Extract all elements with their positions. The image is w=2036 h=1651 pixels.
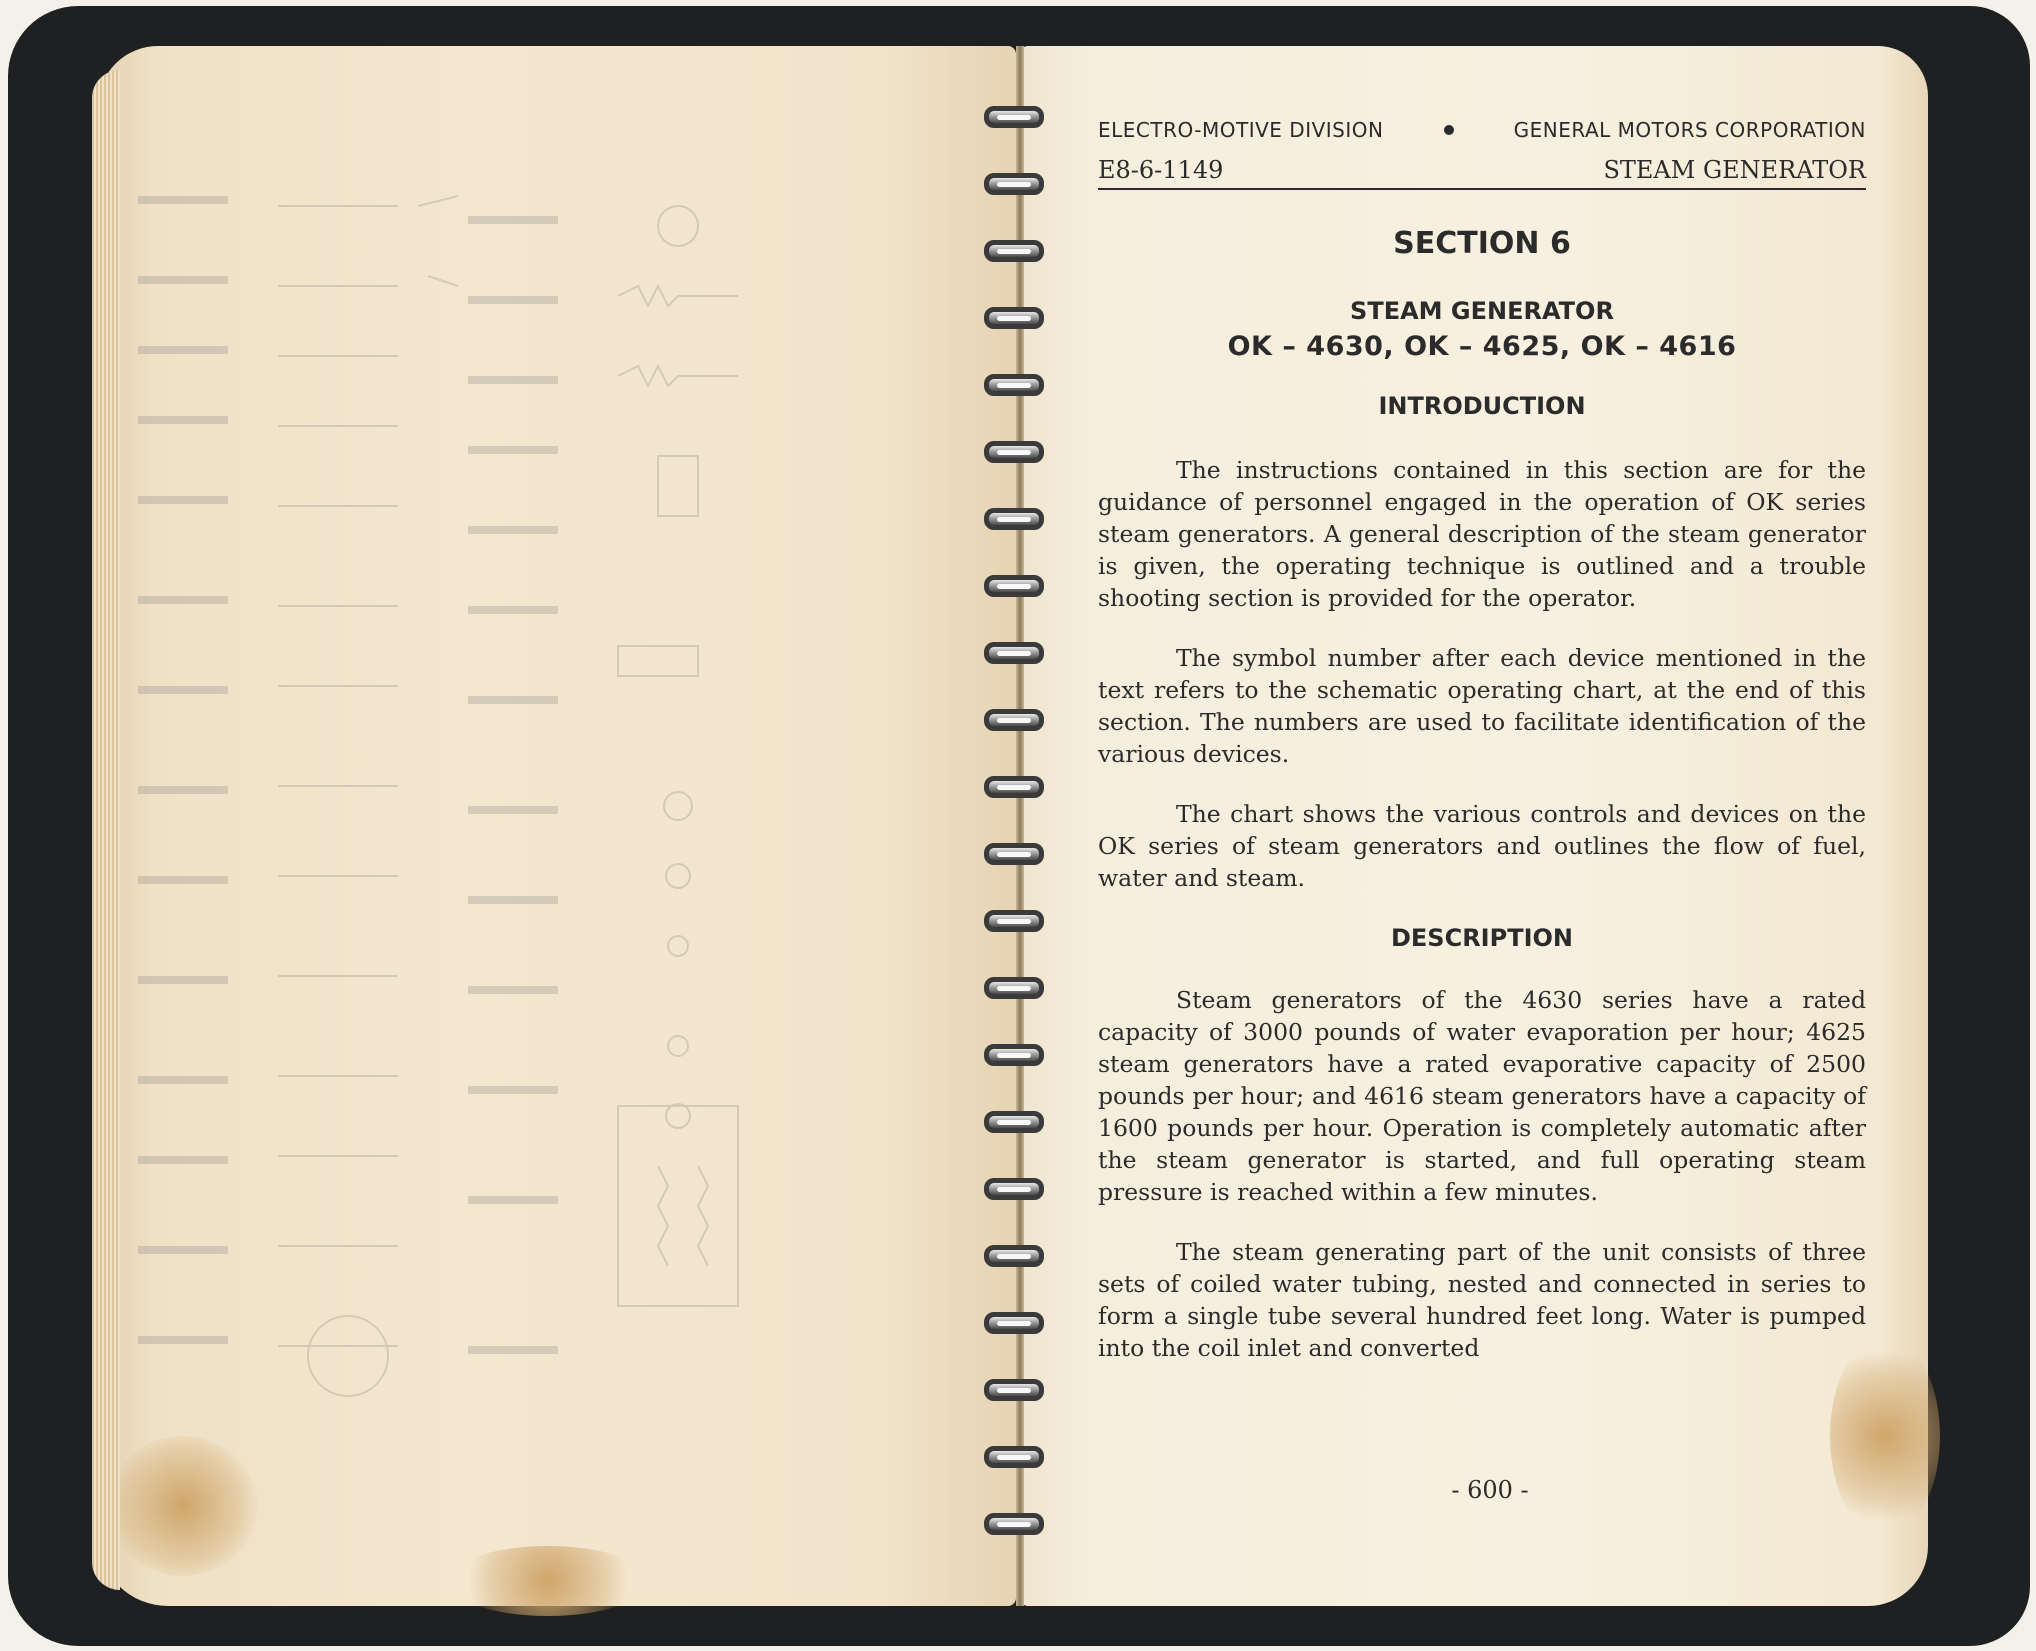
binding-ring bbox=[984, 1312, 1044, 1334]
binding-ring bbox=[984, 1044, 1044, 1066]
binding-ring bbox=[984, 977, 1044, 999]
page-text bbox=[1098, 118, 1866, 1364]
page-edges bbox=[92, 70, 120, 1590]
binding-ring bbox=[984, 374, 1044, 396]
description-heading: DESCRIPTION bbox=[1390, 924, 1573, 952]
intro-paragraph: The symbol number after each device mentioned in the text refers to the schematic operating chart, at the end of this section. The numbers are used to facilitate identification of the various devices. bbox=[1098, 644, 1866, 768]
intro-paragraph: The instructions contained in this section are for the guidance of personnel engaged in the operation of OK series steam generators. A general description of the steam generator is given, the operating technique is outlined and a trouble shooting section is provided for the operator. bbox=[1098, 456, 1866, 612]
binding-ring bbox=[984, 1245, 1044, 1267]
section-title: SECTION 6 bbox=[1393, 226, 1571, 261]
intro-paragraph: The chart shows the various controls and devices on the OK series of steam generators and outlines the flow of fuel, water and steam. bbox=[1098, 800, 1866, 892]
binding-ring bbox=[984, 776, 1044, 798]
binding-ring bbox=[984, 240, 1044, 262]
corporation-name: GENERAL MOTORS CORPORATION bbox=[1513, 118, 1866, 142]
spiral-binding bbox=[970, 96, 1062, 1556]
description-paragraph: Steam generators of the 4630 series have a rated capacity of 3000 pounds of water evaporation per hour; 4625 steam generators have a rated evaporative capacity of 2500 pounds per hour; and 4616 steam generators have a capacity of 1600 pounds per hour. Operation is completely automatic after the steam generator is started, and full operating steam pressure is reached within a few minutes. bbox=[1098, 986, 1866, 1206]
bullet-icon bbox=[1444, 125, 1454, 135]
binding-ring bbox=[984, 843, 1044, 865]
binding-ring bbox=[984, 1513, 1044, 1535]
binding-ring bbox=[984, 441, 1044, 463]
doc-header-row bbox=[1098, 156, 1866, 190]
running-header bbox=[1098, 118, 1866, 142]
binding-ring bbox=[984, 575, 1044, 597]
binding-ring bbox=[984, 106, 1044, 128]
description-paragraph: The steam generating part of the unit consists of three sets of coiled water tubing, nested and connected in series to form a single tube several hundred feet long. Water is pumped into the coil inlet and converted bbox=[1098, 1238, 1866, 1362]
binding-ring bbox=[984, 1379, 1044, 1401]
page-number: - 600 - bbox=[1451, 1476, 1529, 1504]
binding-ring bbox=[984, 173, 1044, 195]
header-section-name: STEAM GENERATOR bbox=[1603, 156, 1866, 184]
binding-ring bbox=[984, 508, 1044, 530]
binding-ring bbox=[984, 1111, 1044, 1133]
introduction-heading: INTRODUCTION bbox=[1378, 392, 1586, 420]
water-stain bbox=[1830, 1336, 1940, 1536]
model-numbers: OK – 4630, OK – 4625, OK – 4616 bbox=[1227, 331, 1737, 362]
division-name: ELECTRO-MOTIVE DIVISION bbox=[1098, 118, 1384, 142]
left-page bbox=[98, 46, 1016, 1606]
subject-title: STEAM GENERATOR bbox=[1350, 297, 1614, 325]
binding-ring bbox=[984, 709, 1044, 731]
binding-ring bbox=[984, 307, 1044, 329]
water-stain bbox=[108, 1436, 258, 1576]
binding-ring bbox=[984, 1446, 1044, 1468]
binding-ring bbox=[984, 1178, 1044, 1200]
water-stain bbox=[448, 1546, 648, 1616]
doc-code: E8-6-1149 bbox=[1098, 156, 1224, 184]
binding-ring bbox=[984, 910, 1044, 932]
binding-ring bbox=[984, 642, 1044, 664]
bleed-through-schematic-symbols bbox=[98, 46, 1016, 1606]
